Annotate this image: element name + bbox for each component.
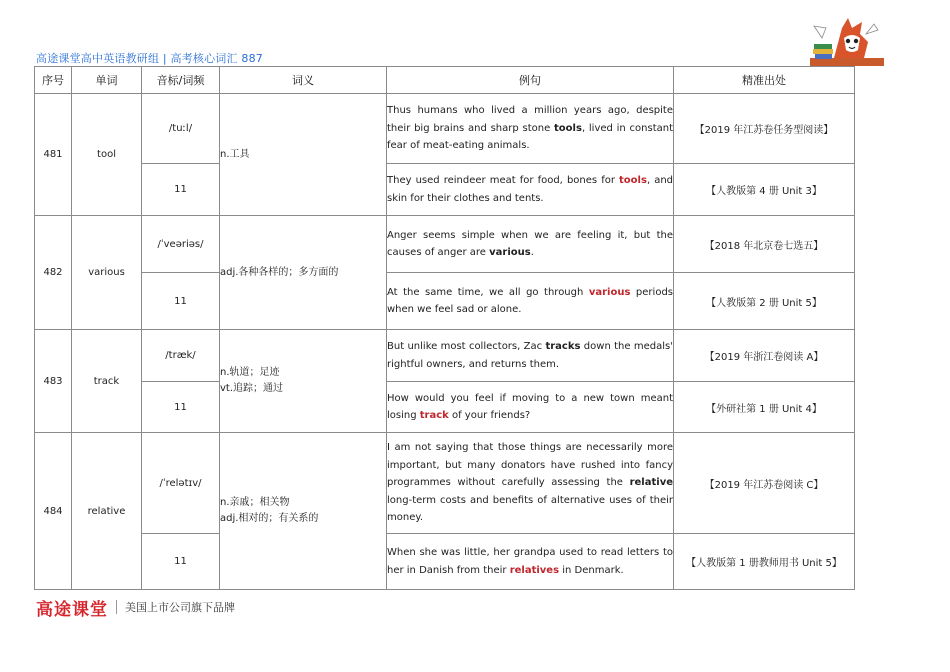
example-source: 【2019 年江苏卷任务型阅读】 <box>674 94 855 164</box>
table-row <box>35 273 855 330</box>
table-row <box>35 330 855 382</box>
entry-phonetic: /ˈveəriəs/ <box>142 216 220 273</box>
fox-mascot-icon <box>808 14 886 68</box>
table-header-row <box>35 67 855 94</box>
entry-phonetic: /træk/ <box>142 330 220 382</box>
example-sentence: Anger seems simple when we are feeling it, but the causes of anger are various. <box>387 216 674 273</box>
example-sentence: But unlike most collectors, Zac tracks down the medals' rightful owners, and returns them. <box>387 330 674 382</box>
table-row <box>35 164 855 216</box>
col-header-phonetic-frequency: 音标/词频 <box>142 67 220 94</box>
vocabulary-table <box>34 66 855 590</box>
keyword: various <box>489 247 531 258</box>
table-row <box>35 433 855 534</box>
entry-number: 483 <box>35 330 72 433</box>
keyword-highlight: relatives <box>509 564 560 576</box>
example-sentence: At the same time, we all go through various periods when we feel sad or alone. <box>387 273 674 330</box>
entry-meaning <box>220 330 387 433</box>
example-source: 【2018 年北京卷七选五】 <box>674 216 855 273</box>
entry-word: track <box>72 330 142 433</box>
entry-frequency: 11 <box>142 534 220 590</box>
col-header-source: 精准出处 <box>674 67 855 94</box>
brand-tagline: 美国上市公司旗下品牌 <box>125 601 235 614</box>
entry-meaning <box>220 433 387 590</box>
col-header-number: 序号 <box>35 67 72 94</box>
meaning-line: n.亲戚；相关物 <box>220 497 290 508</box>
entry-word: tool <box>72 94 142 216</box>
example-source: 【外研社第 1 册 Unit 4】 <box>674 382 855 433</box>
col-header-meaning: 词义 <box>220 67 387 94</box>
example-sentence: How would you feel if moving to a new town meant losing track of your friends? <box>387 382 674 433</box>
entry-meaning <box>220 94 387 216</box>
entry-phonetic: /ˈrelətɪv/ <box>142 433 220 534</box>
entry-frequency: 11 <box>142 164 220 216</box>
example-source: 【人教版第 4 册 Unit 3】 <box>674 164 855 216</box>
footer <box>36 596 235 618</box>
example-source: 【2019 年江苏卷阅读 C】 <box>674 433 855 534</box>
entry-meaning <box>220 216 387 330</box>
keyword-highlight: track <box>419 410 449 421</box>
keyword: tracks <box>545 341 581 352</box>
example-source: 【人教版第 2 册 Unit 5】 <box>674 273 855 330</box>
entry-phonetic: /tuːl/ <box>142 94 220 164</box>
keyword: tools <box>554 122 582 134</box>
entry-frequency: 11 <box>142 273 220 330</box>
keyword-highlight: various <box>588 286 631 298</box>
example-source: 【2019 年浙江卷阅读 A】 <box>674 330 855 382</box>
entry-number: 481 <box>35 94 72 216</box>
table-row <box>35 216 855 273</box>
document-header-title: 高途课堂高中英语教研组 | 高考核心词汇 887 <box>36 52 263 65</box>
meaning-line: n.工具 <box>220 148 250 160</box>
brand-logo: 高途课堂 <box>36 599 108 620</box>
entry-frequency: 11 <box>142 382 220 433</box>
example-sentence: I am not saying that those things are necessarily more important, but many donators have rushed into fancy programmes without carefully assessing the relative long-term costs and benefits of alternative uses of their money. <box>387 433 674 534</box>
keyword-highlight: tools <box>619 175 647 186</box>
example-sentence: Thus humans who lived a million years ago, despite their big brains and sharp stone tools, lived in constant fear of meat-eating animals. <box>387 94 674 164</box>
entry-number: 484 <box>35 433 72 590</box>
entry-word: various <box>72 216 142 330</box>
table-row <box>35 382 855 433</box>
example-sentence: They used reindeer meat for food, bones for tools, and skin for their clothes and tents. <box>387 164 674 216</box>
col-header-word: 单词 <box>72 67 142 94</box>
footer-divider <box>116 600 117 614</box>
meaning-line: n.轨道；足迹 <box>220 367 280 378</box>
table-row <box>35 94 855 164</box>
keyword: relative <box>629 477 673 489</box>
meaning-line: adj.各种各样的；多方面的 <box>220 266 339 278</box>
example-source: 【人教版第 1 册教师用书 Unit 5】 <box>674 534 855 590</box>
example-sentence: When she was little, her grandpa used to read letters to her in Danish from their relatives in Denmark. <box>387 534 674 590</box>
entry-word: relative <box>72 433 142 590</box>
entry-number: 482 <box>35 216 72 330</box>
meaning-line: adj.相对的；有关系的 <box>220 513 319 524</box>
meaning-line: vt.追踪；通过 <box>220 383 284 394</box>
table-row <box>35 534 855 590</box>
col-header-example: 例句 <box>387 67 674 94</box>
